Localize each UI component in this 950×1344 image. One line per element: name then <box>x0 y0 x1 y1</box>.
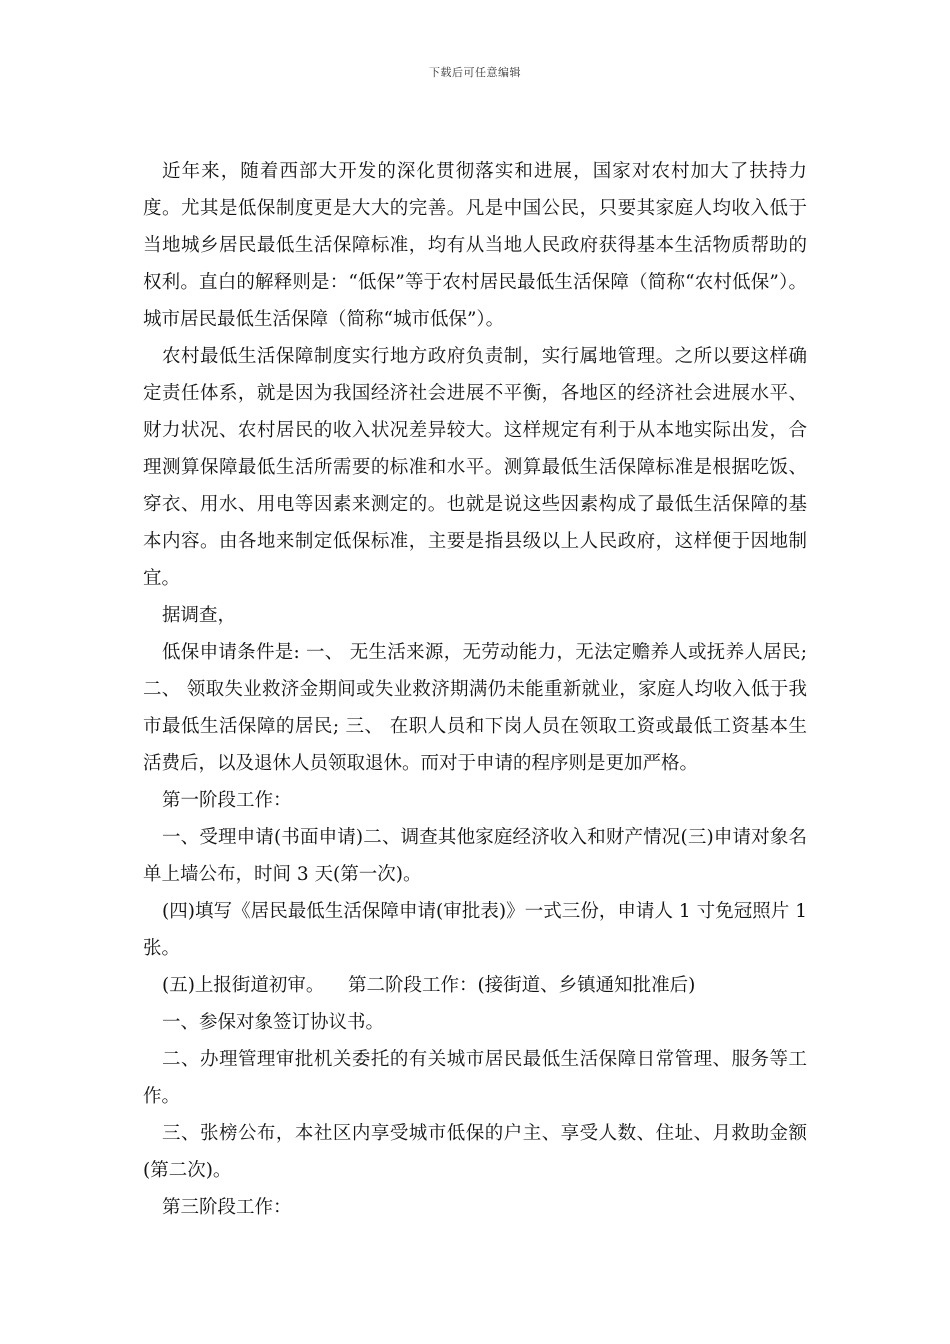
paragraph-intro: 近年来，随着西部大开发的深化贯彻落实和进展，国家对农村加大了扶持力度。尤其是低保制度更是大大的完善。凡是中国公民，只要其家庭人均收入低于当地城乡居民最低生活保障标准，均有从当地人民政府获得基本生活物质帮助的权利。直白的解释则是：“低保”等于农村居民最低生活保障（简称“农村低保”）。城市居民最低生活保障（简称“城市低保”）。 <box>143 161 807 330</box>
paragraph-application-form: (四)填写《居民最低生活保障申请(审批表)》一式三份，申请人 1 寸免冠照片 1 张。 <box>143 901 807 959</box>
paragraph-stage-two-heading: (五)上报街道初审。 第二阶段工作：(接街道、乡镇通知批准后) <box>162 975 696 996</box>
paragraph-management: 二、办理管理审批机关委托的有关城市居民最低生活保障日常管理、服务等工作。 <box>143 1049 807 1107</box>
paragraph-responsibility: 农村最低生活保障制度实行地方政府负责制，实行属地管理。之所以要这样确定责任体系，就是因为我国经济社会进展不平衡，各地区的经济社会进展水平、财力状况、农村居民的收入状况差异较大。这样规定有利于从本地实际出发，合理测算保障最低生活所需要的标准和水平。测算最低生活保障标准是根据吃饭、穿衣、用水、用电等因素来测定的。也就是说这些因素构成了最低生活保障的基本内容。由各地来制定低保标准，主要是指县级以上人民政府，这样便于因地制宜。 <box>143 346 807 589</box>
paragraph-agreement: 一、参保对象签订协议书。 <box>162 1012 385 1033</box>
paragraph-publication: 三、张榜公布，本社区内享受城市低保的户主、享受人数、住址、月救助金额(第二次)。 <box>143 1123 807 1181</box>
page-header-note: 下载后可任意编辑 <box>429 66 521 79</box>
paragraph-stage-three-heading: 第三阶段工作： <box>162 1197 292 1218</box>
paragraph-conditions: 低保申请条件是: 一、 无生活来源，无劳动能力，无法定赡养人或抚养人居民; 二、 领取失业救济金期间或失业救济期满仍未能重新就业，家庭人均收入低于我市最低生活保障的居民; 三、 在职人员和下岗人员在领取工资或最低工资基本生活费后，以及退休人员领取退休。而对于申请的程序则是更加严格。 <box>143 642 807 774</box>
document-body <box>143 153 807 1226</box>
paragraph-survey: 据调查， <box>162 605 237 626</box>
paragraph-stage-one-steps: 一、受理申请(书面申请)二、调查其他家庭经济收入和财产情况(三)申请对象名单上墙公布，时间 3 天(第一次)。 <box>143 827 807 885</box>
paragraph-stage-one-heading: 第一阶段工作： <box>162 790 292 811</box>
